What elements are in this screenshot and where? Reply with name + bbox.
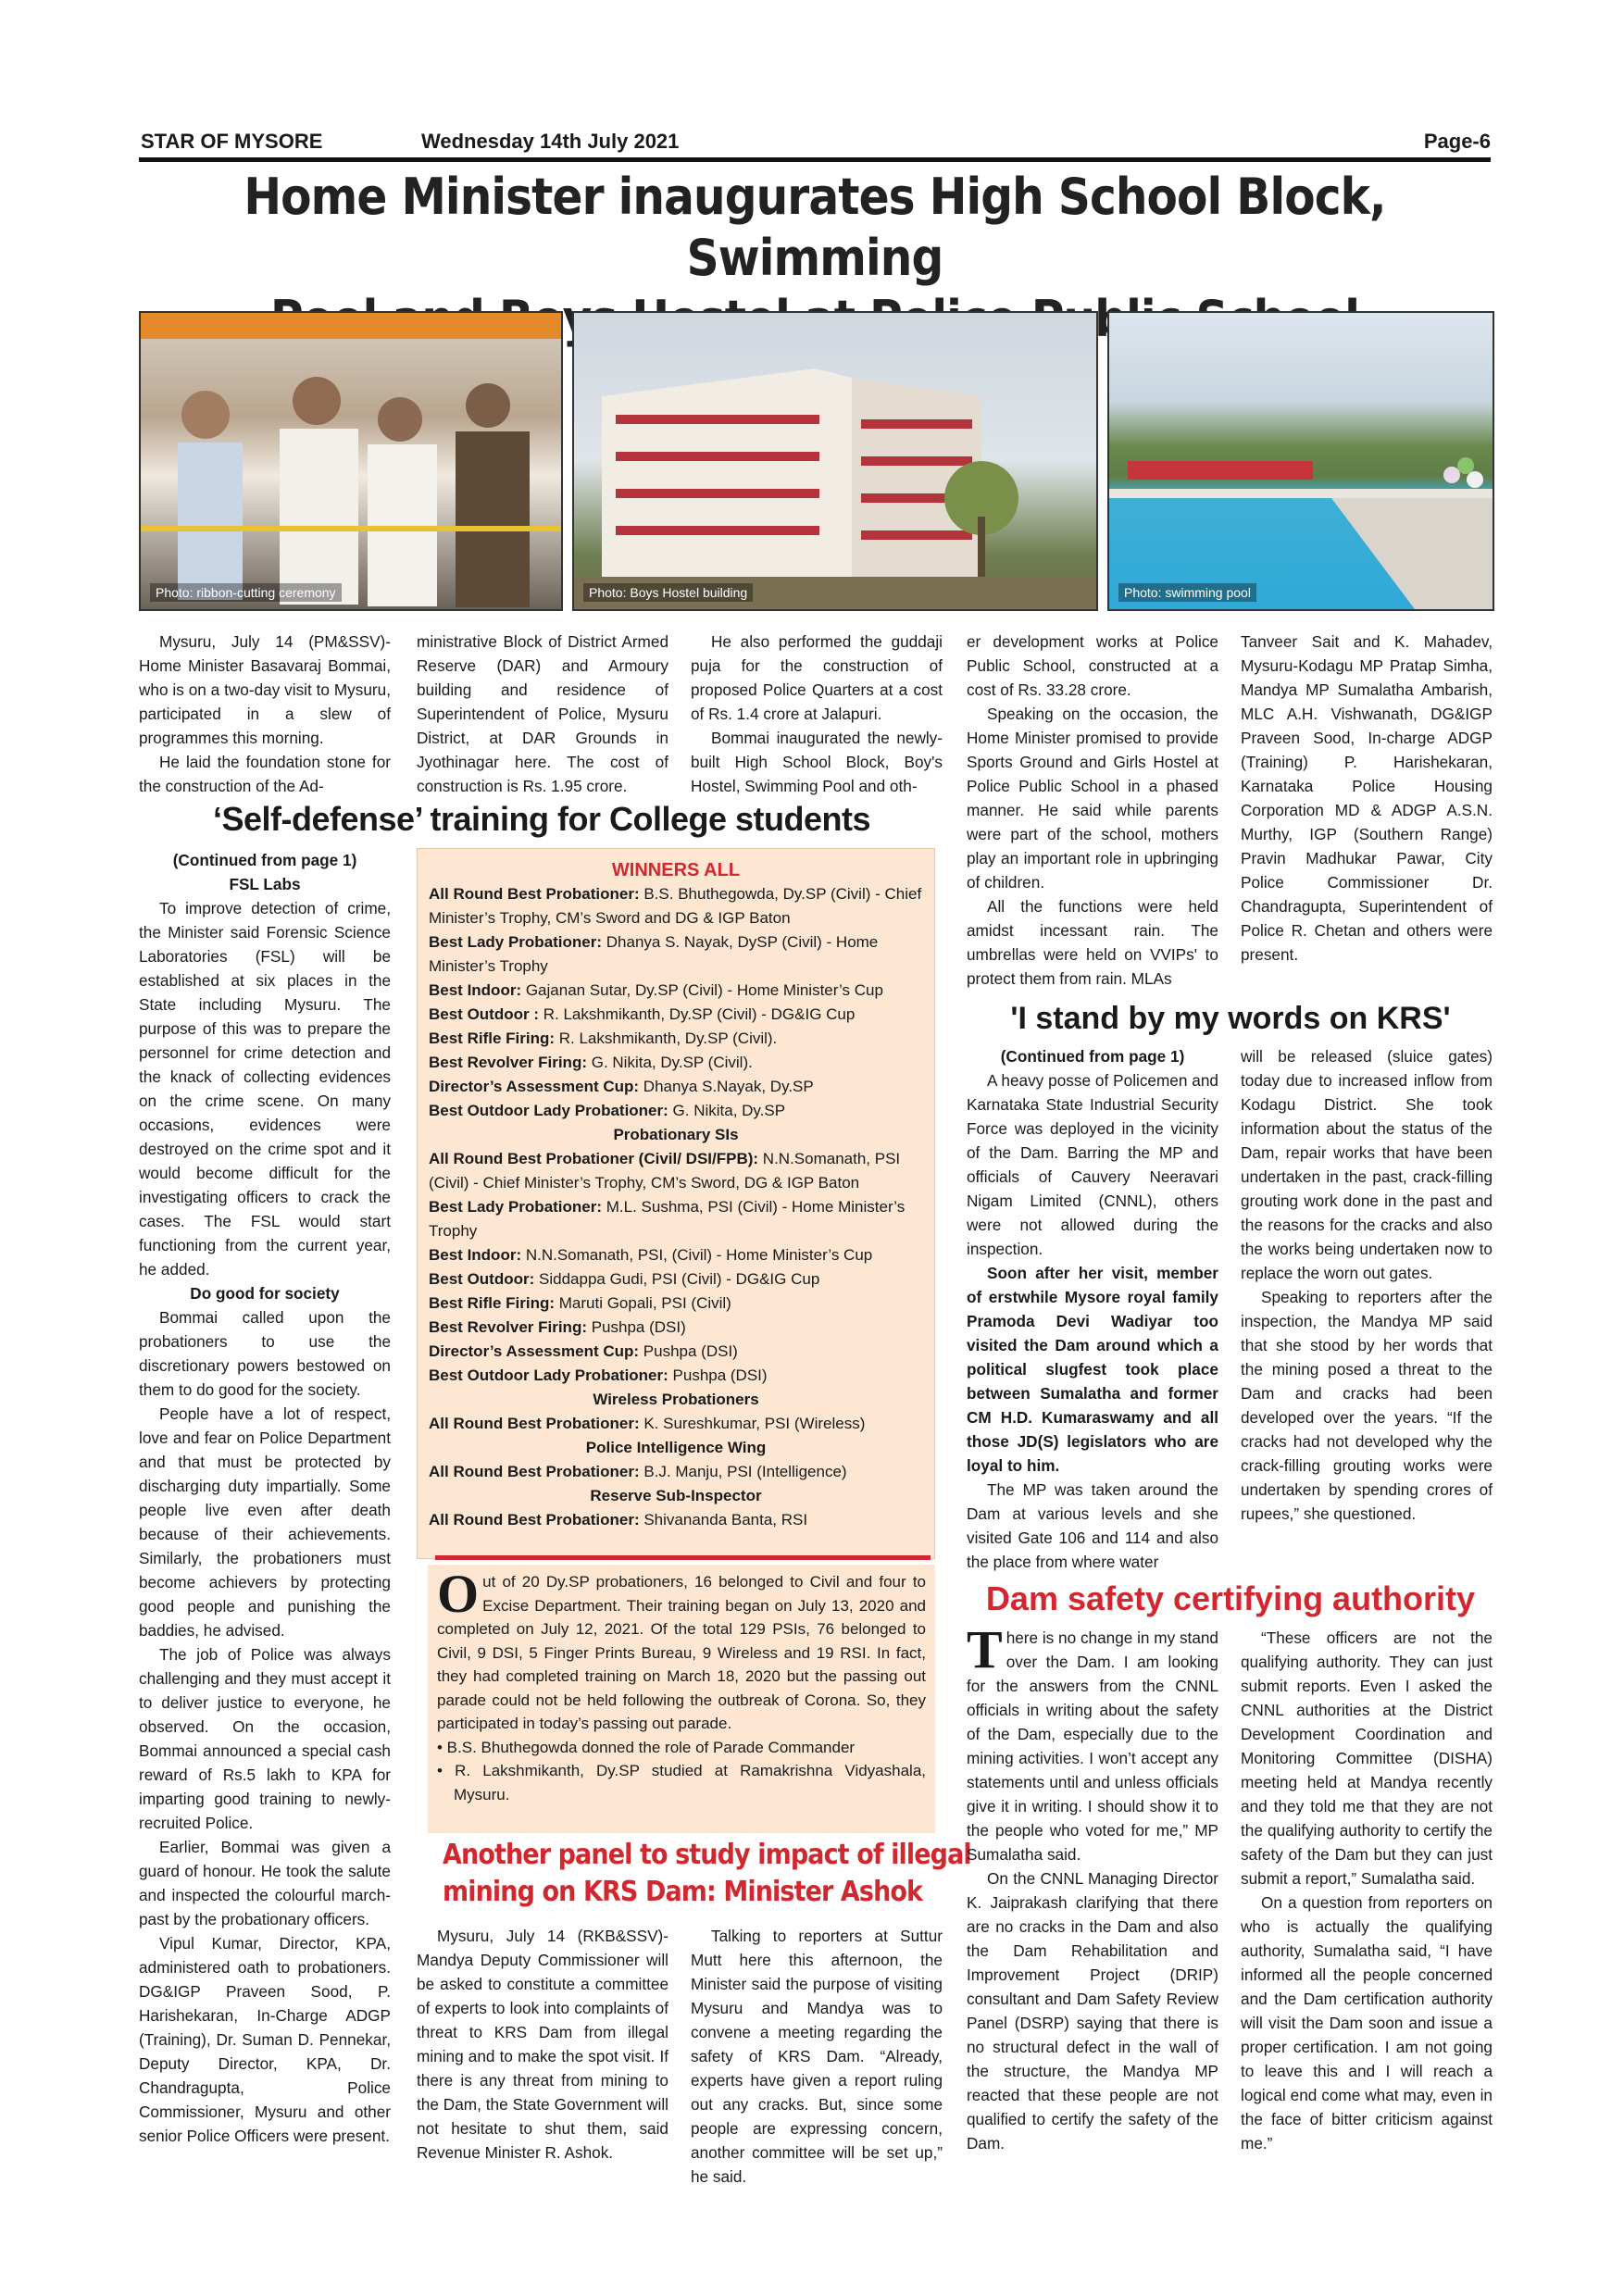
winners-entry — [429, 1051, 923, 1075]
panel-headline — [443, 1837, 971, 1911]
dam-text: here is no change in my stand over the Dam. I am looking for the answers from the CNNL officials in writing about the safety of the Dam, especially due to the mining activities. I won’t accept any statements until and unless officials give it in writing. I should show it to the people who voted for me,” MP Sumalatha said. — [967, 1628, 1218, 1864]
bullet-item: • R. Lakshmikanth, Dy.SP studied at Ramakrishna Vidyashala, Mysuru. — [437, 1762, 926, 1803]
photo-ribbon-cutting — [139, 311, 563, 611]
winners-entry — [429, 1460, 923, 1484]
masthead-rule — [139, 157, 1491, 162]
winners-entry — [429, 1243, 923, 1267]
paragraph: will be released (sluice gates) today due to increased inflow from Kodagu District. She took information about the status of the Dam, repair works that have been undertaken in the past, crack-filling grouting work done in the past and the reasons for the cracks and also the works being undertaken now to replace the worn out gates. — [1241, 1047, 1493, 1282]
winners-entry — [429, 1340, 923, 1364]
award-winner: R. Lakshmikanth, Dy.SP (Civil) - DG&IG Cup — [539, 1005, 856, 1023]
paragraph: All the functions were held amidst incessant rain. The umbrellas were held on VVIPs' to protect them from rain. MLAs — [967, 897, 1218, 988]
paragraph: Bommai called upon the probationers to use the discretionary powers bestowed on them to do good for the society. — [139, 1308, 391, 1399]
award-name: Best Outdoor : — [429, 1005, 539, 1023]
award-name: Best Revolver Firing: — [429, 1054, 587, 1071]
swimming-pool-icon — [1109, 313, 1493, 609]
headline-line-2: Public — [1031, 290, 1181, 348]
award-winner: N.N.Somanath, PSI (Civil) - Chief Minister’s Trophy, CM’s Sword, DG & IGP Baton — [429, 1150, 901, 1192]
photo-caption: Photo: Boys Hostel building — [583, 583, 753, 602]
paragraph: Speaking to reporters after the inspection, the Mandya MP said that she stood by her words that the mining posed a threat to the Dam and cracks had been developed over the years. “If the cracks had not developed why the crack-filling grouting works were undertaken by spending crores of rupees,” she questioned. — [1241, 1288, 1493, 1523]
paragraph: To improve detection of crime, the Minister said Forensic Science Laboratories (FSL) will be established at six places in the State including Mysuru. The purpose of this was to prepare the personnel for crime detection and the knack of collecting evidences on the crime scene. On many occasions, evidences were destroyed on the crime spot and it would become difficult for the investigating officers to crack the cases. The FSL would start functioning from the current year, he added. — [139, 899, 391, 1279]
award-name: Best Rifle Firing: — [429, 1029, 556, 1047]
main-story-col-4 — [967, 630, 1218, 991]
winners-entry — [429, 1508, 923, 1532]
dam-col-1 — [967, 1619, 1218, 2155]
panel-headline-line-1: Another panel to study impact of illegal — [443, 1839, 971, 1871]
award-winner: Pushpa (DSI) — [587, 1318, 686, 1336]
award-winner: G. Nikita, Dy.SP — [668, 1102, 786, 1119]
ribbon-cutting-icon — [141, 313, 561, 609]
award-winner: M.L. Sushma, PSI (Civil) - Home Minister’s Trophy — [429, 1198, 906, 1240]
dam-headline: Dam safety certifying authority — [985, 1579, 1476, 1617]
winners-entry — [429, 1099, 923, 1123]
award-name: Best Revolver Firing: — [429, 1318, 587, 1336]
box-text: ut of 20 Dy.SP probationers, 16 belonged to Civil and four to Excise Department. Their training began on July 13, 2020 and completed on July 12, 2021. Of the total 129 PSIs, 76 belonged to Civil, 9 DSI, 5 Finger Prints Bureau, 9 Wireless and 19 RSI. In fact, they had completed training on March 18, 2020 but the passing out parade could not be held following the outbreak of Corona. So, they participated in today’s passing out parade. — [437, 1573, 926, 1732]
winners-entry — [429, 1412, 923, 1436]
winners-entry — [429, 1027, 923, 1051]
award-name: Best Lady Probationer: — [429, 1198, 603, 1216]
award-name: All Round Best Probationer: — [429, 1463, 640, 1480]
krs-col-1 — [967, 1044, 1218, 1574]
paragraph: “These officers are not the qualifying authority. They can just submit reports. Even I asked the CNNL authorities at the District Development Coordination and Monitoring Committee (DISHA) meeting held at Mandya recently and they told me that they are not the qualifying authority to certify the safety of the Dam but they can just submit a report,” Sumalatha said. — [1241, 1628, 1493, 1888]
paragraph: He also performed the guddaji puja for the construction of proposed Police Quarters at a cost of Rs. 1.4 crore at Jalapuri. — [691, 632, 943, 723]
paragraph: Mysuru, July 14 (PM&SSV)- Home Minister Basavaraj Bommai, who is on a two-day visit to Mysuru, participated in a slew of programmes this morning. — [139, 632, 391, 747]
award-name: Best Outdoor Lady Probationer: — [429, 1366, 668, 1384]
winners-section-heading: Police Intelligence Wing — [585, 1439, 767, 1456]
award-winner: Shivananda Banta, RSI — [639, 1511, 808, 1529]
paragraph: On a question from reporters on who is actually the qualifying authority, Sumalatha said, “I have informed all the people concerned and the Dam certification authority will visit the Dam soon and issue a proper certification. I am not going to leave this and I will reach a logical end come what may, even in the face of bitter criticism against me.” — [1241, 1893, 1493, 2152]
paragraph: On the CNNL Managing Director K. Jaiprakash clarifying that there are no cracks in the Dam and also the Dam Rehabilitation and Improvement Project (DRIP) consultant and Dam Safety Review Panel (DSRP) saying that there is no structural defect in the wall of the structure, the Mandya MP reacted that these people are not qualified to certify the safety of the Dam. — [967, 1869, 1218, 2152]
award-name: All Round Best Probationer: — [429, 885, 640, 903]
krs-col-2 — [1241, 1044, 1493, 1526]
krs-headline: 'I stand by my words on KRS' — [1010, 1001, 1451, 1036]
winners-section-heading: Reserve Sub-Inspector — [590, 1487, 762, 1504]
winners-entry — [429, 1292, 923, 1316]
award-name: Best Outdoor: — [429, 1270, 535, 1288]
continued-note: (Continued from page 1) — [1000, 1047, 1185, 1066]
winners-entry — [429, 1195, 923, 1243]
award-winner: G. Nikita, Dy.SP (Civil). — [587, 1054, 753, 1071]
award-winner: Dhanya S.Nayak, Dy.SP — [639, 1078, 814, 1095]
paragraph: He laid the foundation stone for the construction of the Ad- — [139, 753, 391, 795]
award-winner: Gajanan Sutar, Dy.SP (Civil) - Home Minister’s Cup — [521, 981, 883, 999]
winners-section-heading: Wireless Probationers — [593, 1391, 759, 1408]
paragraph: Tanveer Sait and K. Mahadev, Mysuru-Kodagu MP Pratap Simha, Mandya MP Sumalatha Ambarish, MLC A.H. Vishwanath, DG&IGP Praveen Sood, In-charge ADGP (Training) P. Harishekaran, Karnataka Police Housing Corporation MD & ADGP A.S.N. Murthy, IGP (Southern Range) Pravin Madhukar Pawar, City Police Commissioner Dr. Chandragupta, Superintendent of Police R. Chetan and others were present. — [1241, 632, 1493, 964]
panel-headline-line-2: mining on KRS Dam: Minister Ashok — [443, 1876, 923, 1908]
award-winner: B.J. Manju, PSI (Intelligence) — [639, 1463, 847, 1480]
main-story-col-3 — [691, 630, 943, 798]
masthead-date: Wednesday 14th July 2021 — [421, 130, 680, 153]
winners-entry — [429, 882, 923, 930]
winners-entry — [429, 1316, 923, 1340]
paragraph: The job of Police was always challenging and they must accept it to deliver justice to everyone, he observed. On the occasion, Bommai announced a special cash reward of Rs.5 lakh to KPA for imparting good training to newly-recruited Police. — [139, 1645, 391, 1832]
photo-swimming-pool — [1107, 311, 1494, 611]
main-story-col-1 — [139, 630, 391, 798]
paragraph: ministrative Block of District Armed Reserve (DAR) and Armoury building and residence of Superintendent of Police, Mysuru District, at DAR Grounds in Jyothinagar here. The cost of construction is Rs. 1.95 crore. — [417, 632, 668, 795]
hostel-building-icon — [574, 313, 1096, 609]
photo-caption: Photo: ribbon-cutting ceremony — [150, 583, 342, 602]
winners-entry — [429, 1003, 923, 1027]
paragraph: Mysuru, July 14 (RKB&SSV)- Mandya Deputy Commissioner will be asked to constitute a committee of experts to look into complaints of threat to KRS Dam from illegal mining and to make the spot visit. If there is any threat from mining to the Dam, the State Government will not hesitate to shut them, said Revenue Minister R. Ashok. — [417, 1927, 668, 2162]
main-story-col-5 — [1241, 630, 1493, 967]
award-name: Best Indoor: — [429, 1246, 522, 1264]
award-name: All Round Best Probationer: — [429, 1511, 640, 1529]
bullet-item: • B.S. Bhuthegowda donned the role of Parade Commander — [437, 1738, 856, 1756]
photo-hostel-building — [572, 311, 1098, 611]
selfdefense-headline: ‘Self-defense’ training for College students — [212, 800, 871, 838]
award-winner: K. Sureshkumar, PSI (Wireless) — [639, 1415, 866, 1432]
paragraph: Bommai inaugurated the newly-built High School Block, Boy's Hostel, Swimming Pool and oth- — [691, 729, 943, 795]
dam-col-2 — [1241, 1626, 1493, 2155]
dropcap: T — [967, 1619, 1003, 1679]
winners-box — [417, 848, 935, 1559]
award-name: All Round Best Probationer: — [429, 1415, 640, 1432]
winners-section-heading: Probationary SIs — [613, 1126, 739, 1143]
winners-title: WINNERS ALL — [611, 860, 741, 880]
panel-col-2 — [691, 1924, 943, 2189]
paragraph: Talking to reporters at Suttur Mutt here this afternoon, the Minister said the purpose of visiting Mysuru and Mandya was to convene a meeting regarding the safety of KRS Dam. “Already, experts have given a report ruling out any cracks. But, since some people are expressing concern, another committee will be set up,” he said. — [691, 1927, 943, 2186]
award-winner: Pushpa (DSI) — [639, 1342, 738, 1360]
award-name: Best Outdoor Lady Probationer: — [429, 1102, 668, 1119]
paragraph: er development works at Police Public School, constructed at a cost of Rs. 33.28 crore. — [967, 632, 1218, 699]
continued-note: (Continued from page 1) — [172, 851, 357, 869]
winners-entry — [429, 979, 923, 1003]
paragraph: The MP was taken around the Dam at various levels and she visited Gate 106 and 114 and also the place from where water — [967, 1480, 1218, 1571]
winners-entry — [429, 1267, 923, 1292]
winners-entry — [429, 1364, 923, 1388]
award-winner: B.S. Bhuthegowda, Dy.SP (Civil) - Chief Minister’s Trophy, CM’s Sword and DG & IGP Baton — [429, 885, 922, 927]
award-winner: Pushpa (DSI) — [668, 1366, 768, 1384]
paragraph: Soon after her visit, member of erstwhile Mysore royal family Pramoda Devi Wadiyar too visited the Dam around which a political slugfest took place between Sumalatha and former CM H.D. Kumaraswamy and all those JD(S) legislators who are loyal to him. — [967, 1264, 1218, 1475]
panel-col-1 — [417, 1924, 668, 2165]
award-winner: N.N.Somanath, PSI, (Civil) - Home Minister’s Cup — [521, 1246, 873, 1264]
winners-entry — [429, 930, 923, 979]
winners-entry — [429, 1147, 923, 1195]
masthead-page: Page-6 — [1423, 130, 1491, 153]
dropcap: O — [437, 1564, 480, 1624]
paragraph: People have a lot of respect, love and fear on Police Department and that must be protected by discharging duty impartially. Some people live even after death because of their achievements. Similarly, the probationers must become achievers by protecting good people and punishing the baddies, he advised. — [139, 1404, 391, 1640]
headline-line-1: Home Minister inaugurates High School Block, Swimming — [244, 168, 1386, 287]
probationer-stats-box — [428, 1565, 935, 1833]
award-name: Director’s Assessment Cup: — [429, 1078, 640, 1095]
winners-list — [429, 882, 923, 1532]
masthead-paper: STAR OF MYSORE — [141, 130, 323, 153]
selfdefense-column — [139, 848, 391, 2148]
main-story-col-2 — [417, 630, 668, 798]
photo-caption: Photo: swimming pool — [1118, 583, 1256, 602]
paragraph: Earlier, Bommai was given a guard of honour. He took the salute and inspected the colourful march-past by the probationary officers. — [139, 1838, 391, 1928]
paragraph: A heavy posse of Policemen and Karnataka State Industrial Security Force was deployed in the vicinity of the Dam. Barring the MP and officials of Cauvery Neeravari Nigam Limited (CNNL), others were not allowed during the inspection. — [967, 1071, 1218, 1258]
award-winner: Maruti Gopali, PSI (Civil) — [555, 1294, 731, 1312]
subhead-fsl-labs: FSL Labs — [229, 875, 301, 893]
award-winner: Dhanya S. Nayak, DySP (Civil) - Home Minister’s Trophy — [429, 933, 879, 975]
award-winner: Siddappa Gudi, PSI (Civil) - DG&IG Cup — [534, 1270, 820, 1288]
winners-entry — [429, 1075, 923, 1099]
award-name: Best Lady Probationer: — [429, 933, 603, 951]
award-name: Best Rifle Firing: — [429, 1294, 556, 1312]
award-name: Best Indoor: — [429, 981, 522, 999]
award-winner: R. Lakshmikanth, Dy.SP (Civil). — [555, 1029, 778, 1047]
paragraph: Vipul Kumar, Director, KPA, administered oath to probationers. DG&IGP Praveen Sood, P. Harishekaran, In-Charge ADGP (Training), Dr. Suman D. Pennekar, Deputy Director, KPA, Dr. Chandragupta, Police Commissioner, Mysuru and other senior Police Officers were present. — [139, 1934, 391, 2145]
award-name: Director’s Assessment Cup: — [429, 1342, 640, 1360]
award-name: All Round Best Probationer (Civil/ DSI/FPB): — [429, 1150, 759, 1167]
paragraph: Speaking on the occasion, the Home Minister promised to provide Sports Ground and Girls Hostel at Police Public School in a phased manner. He said while parents were part of the school, mothers play an important role in upbringing of children. — [967, 705, 1218, 892]
red-divider — [435, 1555, 931, 1560]
subhead-do-good: Do good for society — [190, 1284, 340, 1303]
